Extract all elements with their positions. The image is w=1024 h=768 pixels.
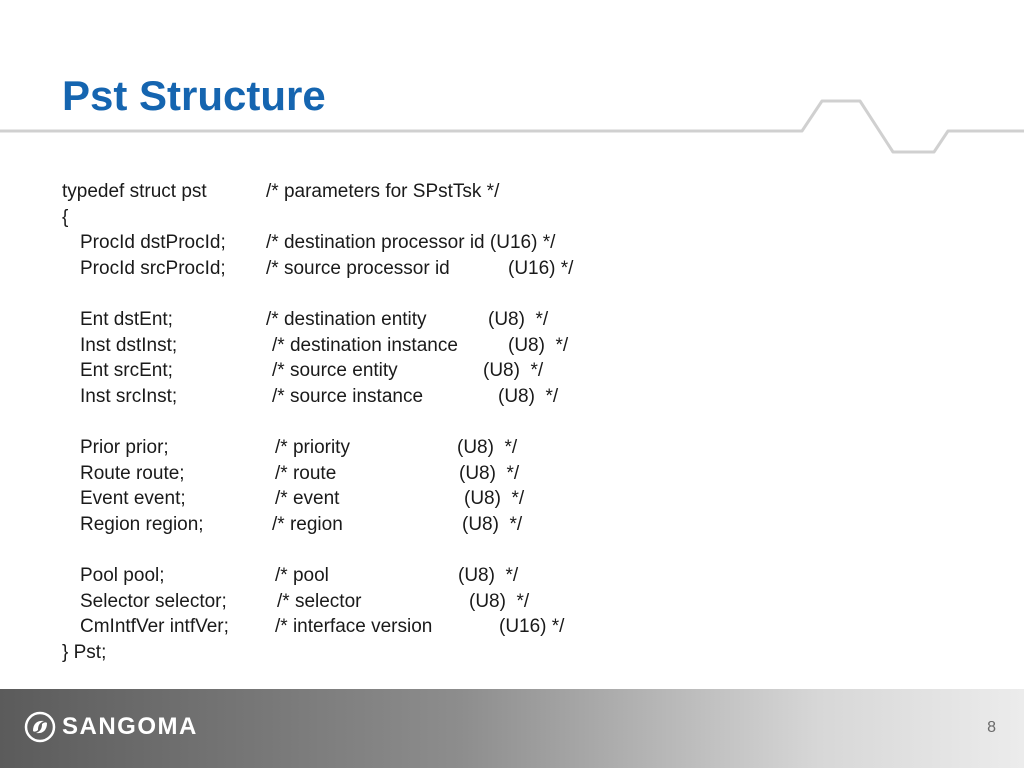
code-type-annotation: (U16) */ — [508, 257, 574, 279]
header-decorative-line — [0, 0, 1024, 160]
code-type-annotation: (U8) */ — [459, 462, 520, 484]
code-type-annotation: (U8) */ — [483, 360, 544, 382]
code-type-annotation: (U8) */ — [464, 488, 525, 510]
code-comment: /* priority — [275, 436, 350, 458]
code-comment: /* destination entity — [266, 308, 427, 330]
code-line — [62, 358, 544, 384]
code-line — [62, 205, 83, 231]
code-blank-line — [62, 281, 83, 307]
code-type-annotation: (U8) */ — [462, 513, 523, 535]
code-declaration: Inst srcInst; — [80, 385, 178, 407]
code-comment: /* destination processor id (U16) */ — [266, 232, 556, 254]
code-comment: /* event — [275, 488, 340, 510]
code-comment: /* route — [275, 462, 337, 484]
code-line — [62, 230, 556, 256]
code-declaration: { — [62, 206, 69, 228]
code-declaration: ProcId dstProcId; — [80, 232, 226, 254]
code-declaration: Ent dstEnt; — [80, 308, 173, 330]
code-line — [62, 614, 565, 640]
code-declaration: CmIntfVer intfVer; — [80, 616, 229, 638]
code-blank-line — [62, 409, 83, 435]
sangoma-logo-icon — [24, 711, 56, 743]
code-type-annotation: (U8) */ — [498, 385, 559, 407]
logo-text: SANGOMA — [62, 713, 198, 740]
code-comment: /* source processor id — [266, 257, 450, 279]
code-comment: /* source instance — [272, 385, 424, 407]
slide-title: Pst Structure — [62, 72, 326, 119]
code-line — [62, 333, 569, 359]
code-declaration: Route route; — [80, 462, 185, 484]
code-declaration: Event event; — [80, 488, 186, 510]
code-declaration: Selector selector; — [80, 590, 227, 612]
code-declaration: Region region; — [80, 513, 204, 535]
code-comment: /* region — [272, 513, 343, 535]
code-type-annotation: (U8) */ — [469, 590, 530, 612]
code-declaration: Ent srcEnt; — [80, 360, 173, 382]
code-comment: /* selector — [277, 590, 362, 612]
code-declaration: ProcId srcProcId; — [80, 257, 226, 279]
code-line — [62, 256, 574, 282]
code-type-annotation: (U8) */ — [508, 334, 569, 356]
code-type-annotation: (U8) */ — [488, 308, 549, 330]
code-line — [62, 640, 107, 666]
code-comment: /* interface version — [275, 616, 433, 638]
code-line — [62, 461, 520, 487]
code-type-annotation: (U8) */ — [458, 564, 519, 586]
code-line — [62, 435, 518, 461]
code-comment: /* source entity — [272, 360, 398, 382]
code-declaration: typedef struct pst — [62, 181, 207, 202]
code-line — [62, 307, 549, 333]
code-comment: /* destination instance — [272, 334, 458, 356]
code-line — [62, 563, 519, 589]
code-block — [62, 179, 574, 665]
code-line — [62, 589, 530, 615]
page-number: 8 — [987, 719, 996, 736]
code-type-annotation: (U8) */ — [457, 436, 518, 458]
code-declaration: } Pst; — [62, 641, 107, 663]
code-declaration: Prior prior; — [80, 436, 169, 458]
slide-footer — [0, 689, 1024, 768]
code-comment: /* pool — [275, 564, 329, 586]
code-declaration: Pool pool; — [80, 564, 165, 586]
code-line — [62, 179, 500, 205]
code-declaration: Inst dstInst; — [80, 334, 178, 356]
code-comment: /* parameters for SPstTsk */ — [266, 181, 500, 202]
code-line — [62, 384, 559, 410]
code-line — [62, 486, 525, 512]
code-blank-line — [62, 537, 83, 563]
sangoma-logo — [24, 709, 198, 745]
code-line — [62, 512, 523, 538]
code-type-annotation: (U16) */ — [499, 616, 565, 638]
